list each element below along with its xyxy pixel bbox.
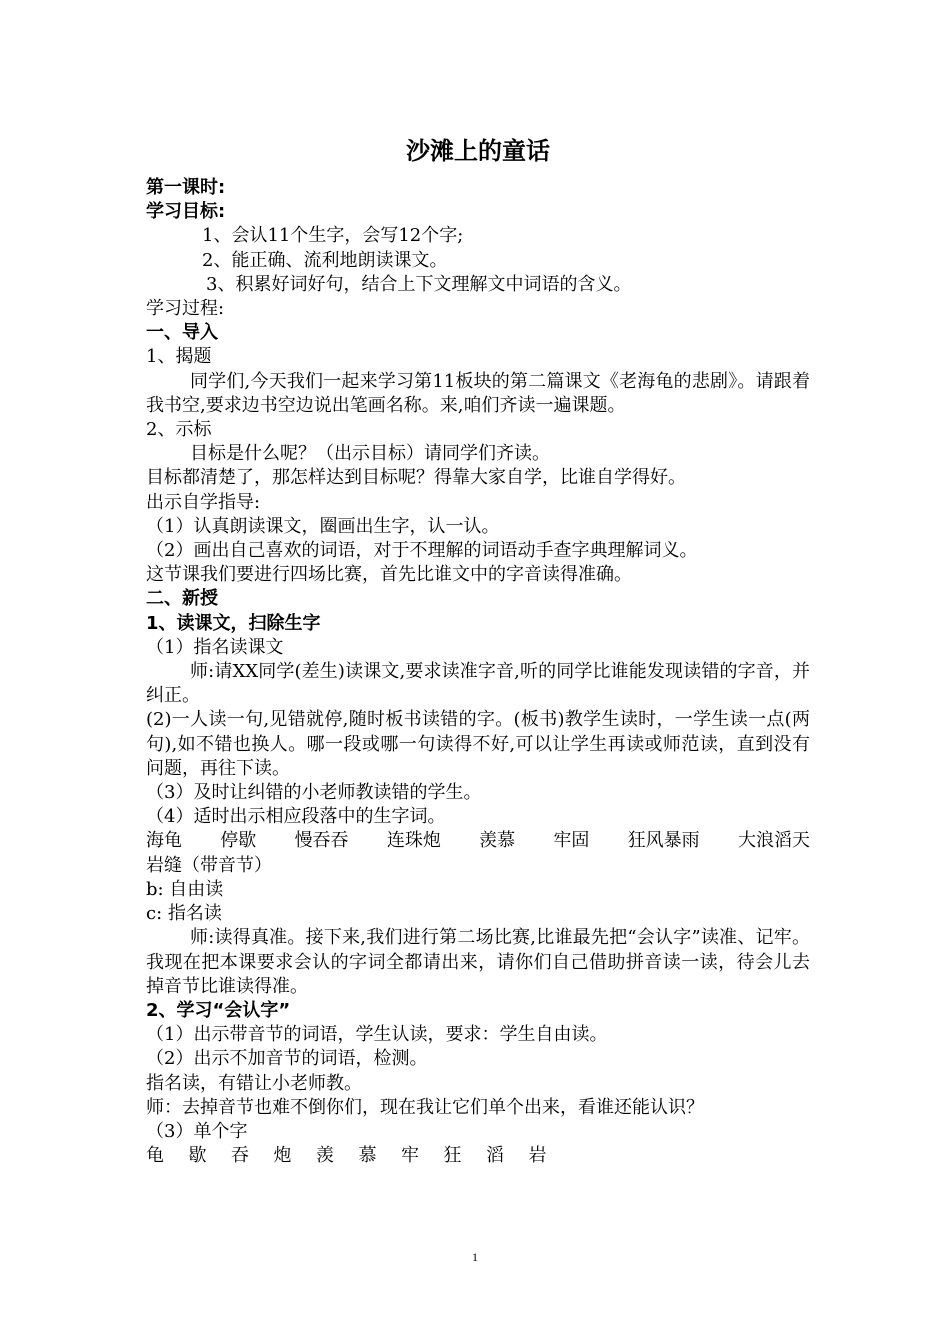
- goal-item: 1、会认11个生字，会写12个字;: [202, 225, 464, 247]
- paragraph: 师:请XX同学(差生)读课文,要求读准字音,听的同学比谁能发现读错的字音，并纠正。: [146, 661, 810, 707]
- vocab-word: 慢吞吞: [294, 830, 349, 852]
- step-title: 1、揭题: [146, 346, 212, 368]
- paragraph: 这节课我们要进行四场比赛，首先比谁文中的字音读得准确。: [146, 564, 632, 586]
- vocab-word: 大浪滔天: [737, 830, 810, 852]
- step-title: 2、示标: [146, 419, 212, 441]
- vocab-word: 牢固: [553, 830, 590, 852]
- list-item: （1）出示带音节的词语，学生认读，要求：学生自由读。: [146, 1024, 608, 1046]
- vocab-word: 狂风暴雨: [627, 830, 700, 852]
- paragraph: 同学们,今天我们一起来学习第11板块的第二篇课文《老海龟的悲剧》。请跟着我书空,要求边书空边说出笔画名称。来,咱们齐读一遍课题。: [146, 370, 810, 416]
- paragraph: 师：去掉音节也难不倒你们，现在我让它们单个出来，看谁还能认识？: [146, 1096, 704, 1118]
- paragraph: 指名读，有错让小老师教。: [146, 1072, 362, 1094]
- paragraph: 师:读得真准。接下来,我们进行第二场比赛,比谁最先把“会认字”读准、记牢。我现在把本课要求会认的字词全都请出来，请你们自己借助拼音读一读，待会儿去掉音节比谁读得准。: [146, 927, 810, 997]
- vocab-word: 羡慕: [479, 830, 516, 852]
- self-study-label: 出示自学指导:: [146, 491, 261, 513]
- list-item: （3）及时让纠错的小老师教读错的学生。: [146, 782, 482, 804]
- vocab-tail: 岩缝（带音节）: [146, 854, 272, 876]
- paragraph: 目标是什么呢？（出示目标）请同学们齐读。: [190, 443, 550, 465]
- document-title: 沙滩上的童话: [406, 137, 550, 165]
- single-char: 狂: [443, 1145, 462, 1167]
- vocab-row: [146, 829, 810, 853]
- page-number: 1: [472, 1250, 478, 1264]
- process-label: 学习过程:: [146, 298, 225, 320]
- goal-item: 3、积累好词好句，结合上下文理解文中词语的含义。: [206, 273, 632, 295]
- vocab-word: 连珠炮: [386, 830, 441, 852]
- subsection-heading: 1、读课文，扫除生字: [146, 612, 321, 634]
- single-char: 慕: [358, 1145, 377, 1167]
- goals-heading: 学习目标:: [146, 201, 226, 223]
- guide-item: （2）画出自己喜欢的词语，对于不理解的词语动手查字典理解词义。: [146, 540, 698, 562]
- single-char: 歇: [188, 1145, 207, 1167]
- vocab-word: 海龟: [146, 830, 182, 852]
- single-char: 炮: [273, 1145, 292, 1167]
- single-char: 牢: [401, 1145, 419, 1167]
- paragraph: (2)一人读一句,见错就停,随时板书读错的字。(板书)教学生读时，一学生读一点(两句),如不错也换人。哪一段或哪一句读得不好,可以让学生再读或师范读，直到没有问题，再往下读。: [146, 709, 810, 779]
- list-item: （4）适时出示相应段落中的生字词。: [146, 806, 446, 828]
- single-char: 龟: [146, 1145, 164, 1167]
- single-char: 羡: [316, 1145, 334, 1167]
- subsection-heading: 2、学习“会认字”: [146, 999, 291, 1021]
- list-item: b: 自由读: [146, 878, 224, 900]
- list-item: （3）单个字: [146, 1120, 248, 1142]
- vocab-word: 停歇: [220, 830, 257, 852]
- guide-item: （1）认真朗读课文，圈画出生字，认一认。: [146, 515, 500, 537]
- section-heading: 一、导入: [146, 322, 218, 344]
- list-item: （1）指名读课文: [146, 636, 284, 658]
- single-char-row: [146, 1144, 810, 1168]
- lesson-period: 第一课时:: [146, 177, 226, 198]
- list-item: （2）出示不加音节的词语，检测。: [146, 1048, 428, 1070]
- paragraph: 目标都清楚了，那怎样达到目标呢？得靠大家自学，比谁自学得好。: [146, 467, 686, 489]
- section-heading: 二、新授: [146, 588, 218, 610]
- single-char: 滔: [486, 1145, 504, 1167]
- single-char: 岩: [528, 1145, 547, 1167]
- goal-item: 2、能正确、流利地朗读课文。: [202, 249, 448, 271]
- single-char: 吞: [231, 1145, 249, 1167]
- list-item: c: 指名读: [146, 903, 222, 925]
- document-body: [146, 134, 810, 1168]
